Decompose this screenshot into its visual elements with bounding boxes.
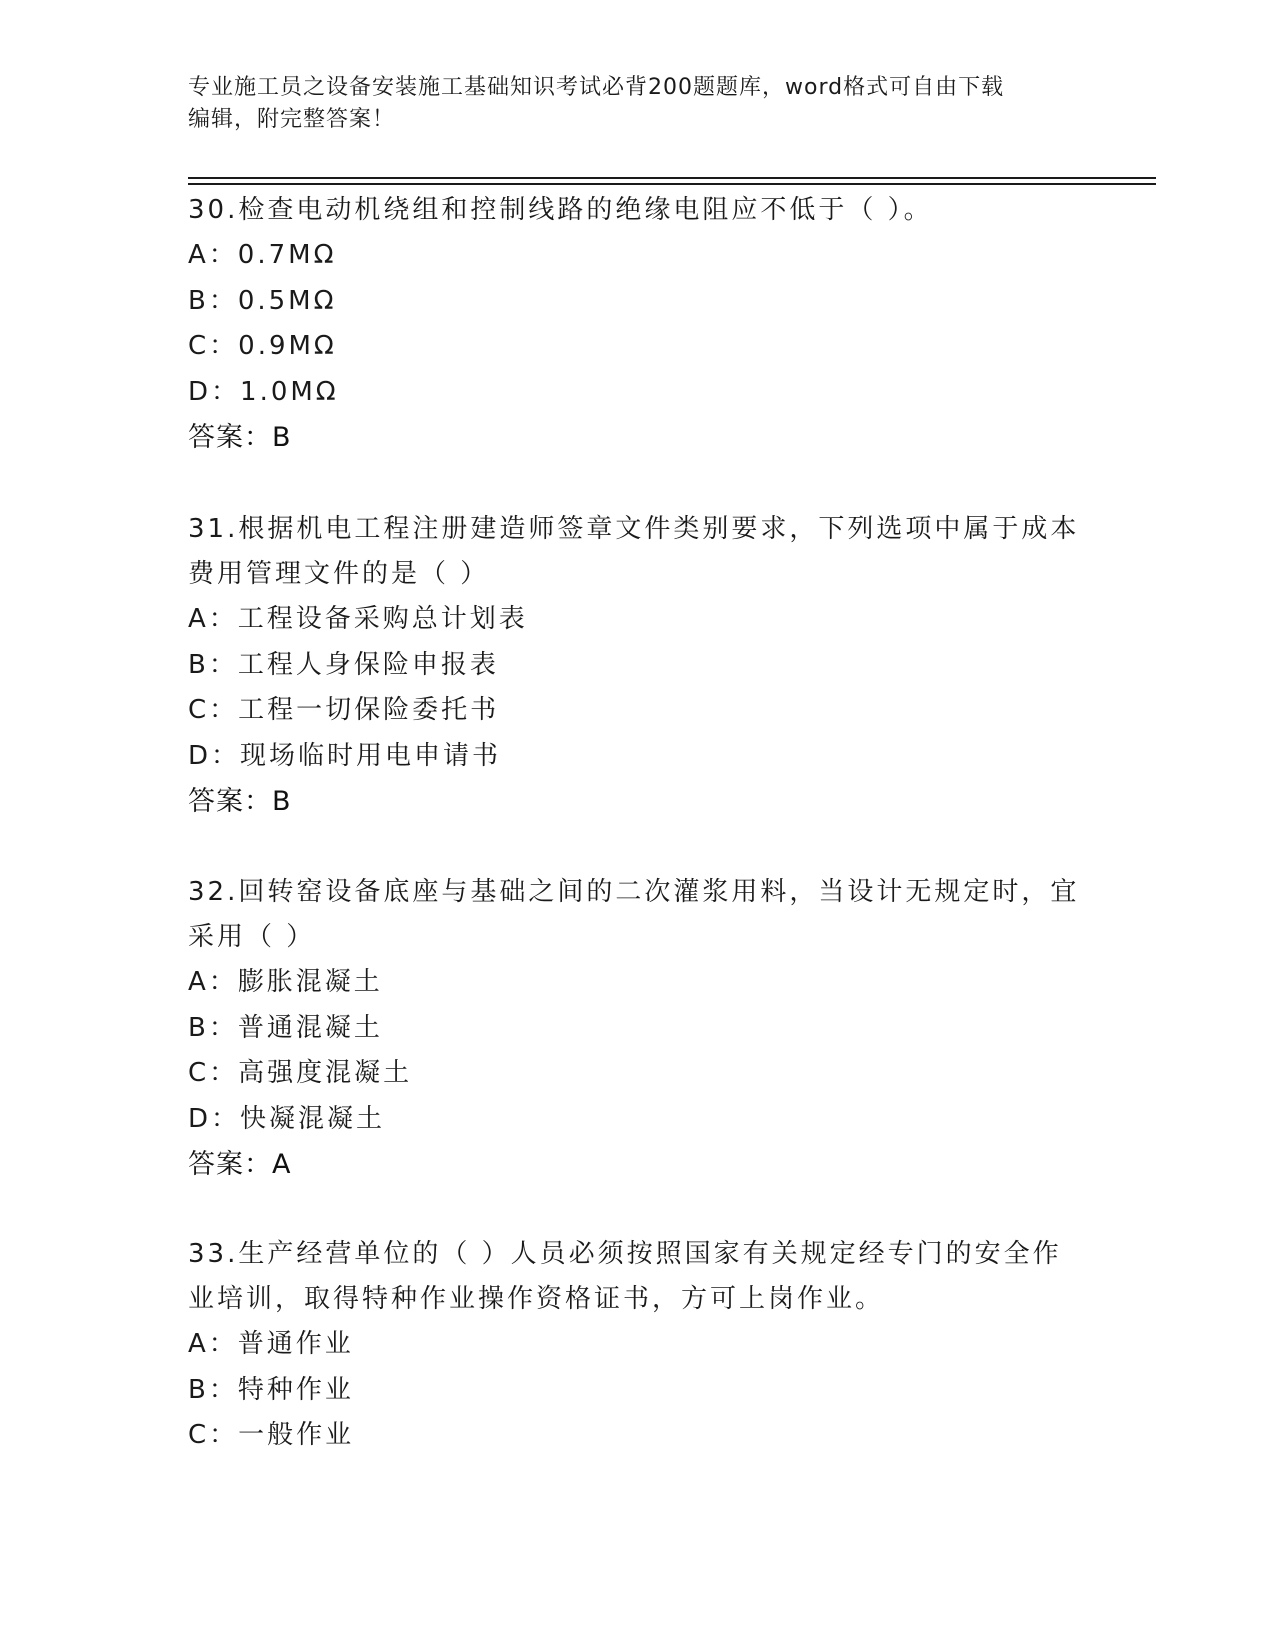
question-block: [188, 1232, 1088, 1459]
stem-line: 33.生产经营单位的（ ）人员必须按照国家有关规定经专门的安全作: [188, 1239, 1062, 1269]
answer-line: 答案：B: [188, 786, 292, 817]
option-a: A：普通作业: [188, 1329, 354, 1359]
question-stem: [188, 188, 1088, 233]
answer-line: 答案：A: [188, 1149, 292, 1180]
question-block: [188, 870, 1088, 1188]
stem-line: 32.回转窑设备底座与基础之间的二次灌浆用料，当设计无规定时，宜: [188, 877, 1080, 907]
option-b: B：普通混凝土: [188, 1012, 383, 1043]
stem-line: 业培训，取得特种作业操作资格证书，方可上岗作业。: [188, 1284, 885, 1314]
option-c: C：一般作业: [188, 1420, 355, 1450]
option-a: A：工程设备采购总计划表: [188, 604, 528, 634]
option-d: D：快凝混凝土: [188, 1103, 386, 1134]
document-header: [188, 72, 1068, 136]
stem-line: 30.检查电动机绕组和控制线路的绝缘电阻应不低于（ ）。: [188, 195, 933, 225]
stem-line: 费用管理文件的是（ ）: [188, 559, 490, 589]
option-a: A：0.7MΩ: [188, 240, 337, 270]
question-block: [188, 507, 1088, 825]
option-d: D：1.0MΩ: [188, 376, 339, 407]
stem-line: 31.根据机电工程注册建造师签章文件类别要求，下列选项中属于成本: [188, 514, 1080, 544]
question-stem: [188, 870, 1088, 960]
option-c: C：工程一切保险委托书: [188, 695, 500, 725]
header-line: 专业施工员之设备安装施工基础知识考试必背200题题库，word格式可自由下载: [188, 75, 1005, 100]
question-stem: [188, 507, 1088, 597]
header-line: 编辑，附完整答案！: [188, 107, 396, 132]
header-divider: [188, 177, 1156, 179]
question-block: [188, 188, 1088, 461]
option-c: C：高强度混凝土: [188, 1058, 413, 1088]
stem-line: 采用（ ）: [188, 922, 316, 952]
header-divider: [188, 183, 1156, 185]
option-b: B：0.5MΩ: [188, 285, 337, 316]
answer-line: 答案：B: [188, 422, 292, 453]
option-b: B：特种作业: [188, 1374, 354, 1405]
option-a: A：膨胀混凝土: [188, 967, 383, 997]
question-stem: [188, 1232, 1088, 1322]
option-d: D：现场临时用电申请书: [188, 740, 502, 771]
option-c: C：0.9MΩ: [188, 331, 337, 361]
option-b: B：工程人身保险申报表: [188, 649, 499, 680]
